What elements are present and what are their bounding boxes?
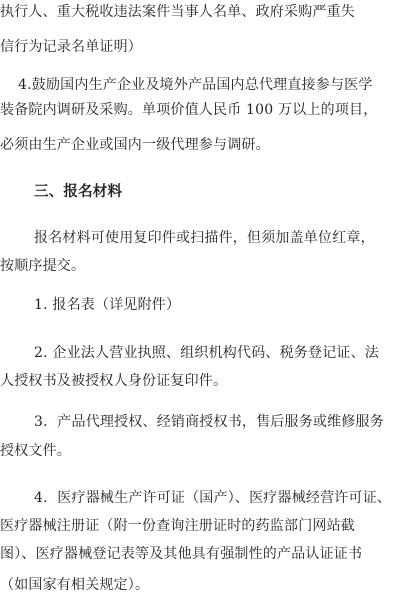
paragraph-line: 4.鼓励国内生产企业及境外产品国内总代理直接参与医学 <box>18 77 373 93</box>
paragraph-line: 装备院内调研及采购。单项价值人民币 100 万以上的项目， <box>0 102 378 118</box>
paragraph-line: 按顺序提交。 <box>0 258 86 274</box>
list-item-line: 1. 报名表（详见附件） <box>34 297 181 313</box>
paragraph-line: 必须由生产企业或国内一级代理参与调研。 <box>0 137 270 153</box>
list-item-line: 授权文件。 <box>0 443 71 459</box>
list-item-line: 2. 企业法人营业执照、组织机构代码、税务登记证、法 <box>34 345 380 361</box>
list-item-line: 4．医疗器械生产许可证（国产）、医疗器械经营许可证、 <box>34 490 392 506</box>
paragraph-line: 执行人、重大税收违法案件当事人名单、政府采购严重失 <box>0 4 355 20</box>
list-item-line: 医疗器械注册证（附一份查询注册证时的药监部门网站截 <box>0 518 355 534</box>
paragraph-line: 报名材料可使用复印件或扫描件，但须加盖单位红章， <box>34 230 375 246</box>
list-item-line: 3．产品代理授权、经销商授权书，售后服务或维修服务 <box>34 414 384 430</box>
list-item-line: （如国家有相关规定）。 <box>0 577 150 593</box>
section-heading: 三、报名材料 <box>34 184 123 200</box>
list-item-line: 人授权书及被授权人身份证复印件。 <box>0 373 228 389</box>
paragraph-line: 信行为记录名单证明） <box>0 39 142 55</box>
list-item-line: 图）、医疗器械登记表等及其他具有强制性的产品认证证书 <box>0 546 363 562</box>
